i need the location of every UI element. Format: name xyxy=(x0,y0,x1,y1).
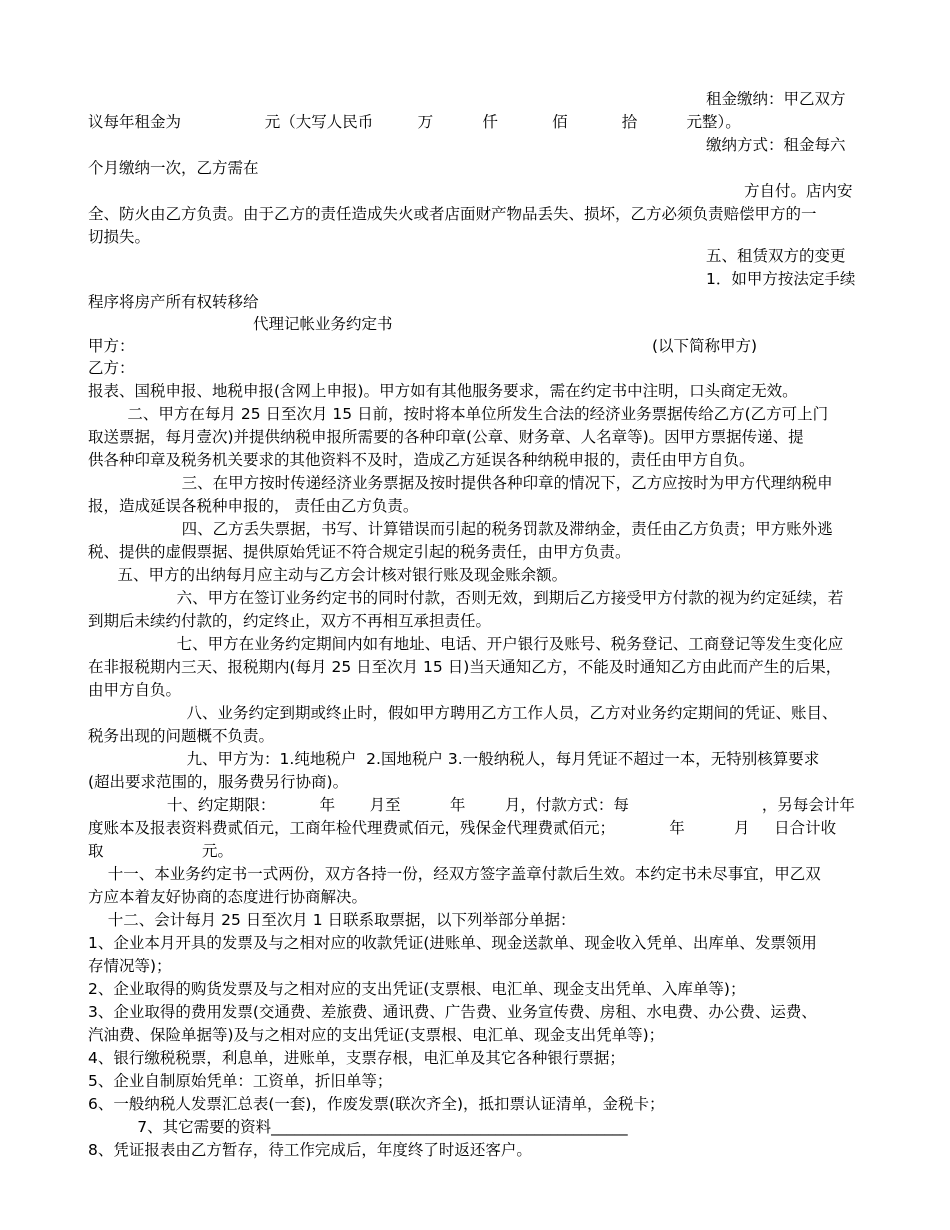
contract-line: 报表、国税申报、地税申报(含网上申报)。甲方如有其他服务要求，需在约定书中注明，口头商定无效。 xyxy=(88,382,798,400)
contract-title: 代理记帐业务约定书 xyxy=(253,315,393,333)
party-a-label: 甲方： xyxy=(88,337,135,355)
contract-line: 3、企业取得的费用发票(交通费、差旅费、通讯费、广告费、业务宣传费、房租、水电费、办公费、运费、 xyxy=(88,1003,817,1021)
contract-line: 六、甲方在签订业务约定书的同时付款，否则无效，到期后乙方接受甲方付款的视为约定延续，若 xyxy=(88,589,844,607)
contract-line: 税务出现的问题概不负责。 xyxy=(88,727,275,745)
contract-line: 由甲方自负。 xyxy=(88,681,182,699)
contract-line: 四、乙方丢失票据，书写、计算错误而引起的税务罚款及滞纳金，责任由乙方负责；甲方账外逃 xyxy=(88,520,833,538)
contract-line: 方应本着友好协商的态度进行协商解决。 xyxy=(88,888,368,906)
payment-method-line: 缴纳方式：租金每六 xyxy=(706,136,846,154)
rent-amount-line: 议每年租金为 元（大写人民币 万 仟 佰 拾 元整）。 xyxy=(88,113,741,131)
contract-line: 报，造成延误各税种申报的， 责任由乙方负责。 xyxy=(88,497,419,515)
store-safety-end: 切损失。 xyxy=(88,228,151,246)
contract-line: 税、提供的虚假票据、提供原始凭证不符合规定引起的税务责任，由甲方负责。 xyxy=(88,543,631,561)
contract-line: 1、企业本月开具的发票及与之相对应的收款凭证(进账单、现金送款单、现金收入凭单、出库单、发票领用 xyxy=(88,934,817,952)
store-safety-cont: 全、防火由乙方负责。由于乙方的责任造成失火或者店面财产物品丢失、损坏，乙方必须负责赔偿甲方的一 xyxy=(88,205,817,223)
section-five-heading: 五、租赁双方的变更 xyxy=(706,247,846,265)
contract-line: 汽油费、保险单据等)及与之相对应的支出凭证(支票根、电汇单、现金支出凭单等)； xyxy=(88,1026,665,1044)
contract-line: 三、在甲方按时传递经济业务票据及按时提供各种印章的情况下，乙方应按时为甲方代理纳税申 xyxy=(88,474,833,492)
contract-line: 十二、会计每月 25 日至次月 1 日联系取票据，以下列举部分单据： xyxy=(88,911,576,929)
contract-line: 八、业务约定到期或终止时，假如甲方聘用乙方工作人员，乙方对业务约定期间的凭证、账目、 xyxy=(88,704,838,722)
party-a-note: (以下简称甲方) xyxy=(652,337,758,355)
contract-line: 九、甲方为：1.纯地税户 2.国地税户 3.一般纳税人，每月凭证不超过一本，无特别核算要求 xyxy=(88,750,820,768)
party-b-label: 乙方： xyxy=(88,359,135,377)
contract-line: 二、甲方在每月 25 日至次月 15 日前，按时将本单位所发生合法的经济业务票据传给乙方(乙方可上门 xyxy=(88,405,829,423)
contract-line: 十一、本业务约定书一式两份，双方各持一份，经双方签字盖章付款后生效。本约定书未尽事宜，甲乙双 xyxy=(88,865,821,883)
store-safety-line: 方自付。店内安 xyxy=(744,182,853,200)
contract-line: 7、其它需要的资料______________________________________________ xyxy=(88,1118,628,1136)
clause-one-cont: 程序将房产所有权转移给 xyxy=(88,293,259,311)
contract-line: 4、银行缴税税票，利息单，进账单，支票存根，电汇单及其它各种银行票据； xyxy=(88,1049,625,1067)
contract-line: 取送票据，每月壹次)并提供纳税申报所需要的各种印章(公章、财务章、人名章等)。因甲方票据传递、提 xyxy=(88,428,804,446)
contract-line: 8、凭证报表由乙方暂存，待工作完成后，年度终了时返还客户。 xyxy=(88,1141,532,1159)
contract-line: 5、企业自制原始凭单：工资单，折旧单等； xyxy=(88,1072,393,1090)
contract-line: 七、甲方在业务约定期间内如有地址、电话、开户银行及账号、税务登记、工商登记等发生变化应 xyxy=(88,635,844,653)
rent-payment-heading: 租金缴纳：甲乙双方 xyxy=(706,90,846,108)
clause-one-line: 1．如甲方按法定手续 xyxy=(706,270,856,288)
contract-line: 度账本及报表资料费贰佰元，工商年检代理费贰佰元，残保金代理费贰佰元； 年 月 日合计收 xyxy=(88,819,837,837)
payment-method-cont: 个月缴纳一次，乙方需在 xyxy=(88,159,259,177)
contract-line: 在非报税期内三天、报税期内(每月 25 日至次月 15 日)当天通知乙方，不能及时通知乙方由此而产生的后果， xyxy=(88,658,842,676)
contract-line: 存情况等)； xyxy=(88,957,172,975)
contract-line: (超出要求范围的，服务费另行协商)。 xyxy=(88,773,349,791)
contract-line: 取 元。 xyxy=(88,842,234,860)
contract-line: 6、一般纳税人发票汇总表(一套)，作废发票(联次齐全)，抵扣票认证清单，金税卡； xyxy=(88,1095,665,1113)
contract-line: 供各种印章及税务机关要求的其他资料不及时，造成乙方延误各种纳税申报的，责任由甲方自负。 xyxy=(88,451,755,469)
contract-line: 十、约定期限： 年 月至 年 月，付款方式：每 ，另每会计年 xyxy=(88,796,855,814)
contract-line: 到期后未续约付款的，约定终止，双方不再相互承担责任。 xyxy=(88,612,492,630)
contract-line: 2、企业取得的购货发票及与之相对应的支出凭证(支票根、电汇单、现金支出凭单、入库单等)； xyxy=(88,980,746,998)
contract-line: 五、甲方的出纳每月应主动与乙方会计核对银行账及现金账余额。 xyxy=(88,566,568,584)
